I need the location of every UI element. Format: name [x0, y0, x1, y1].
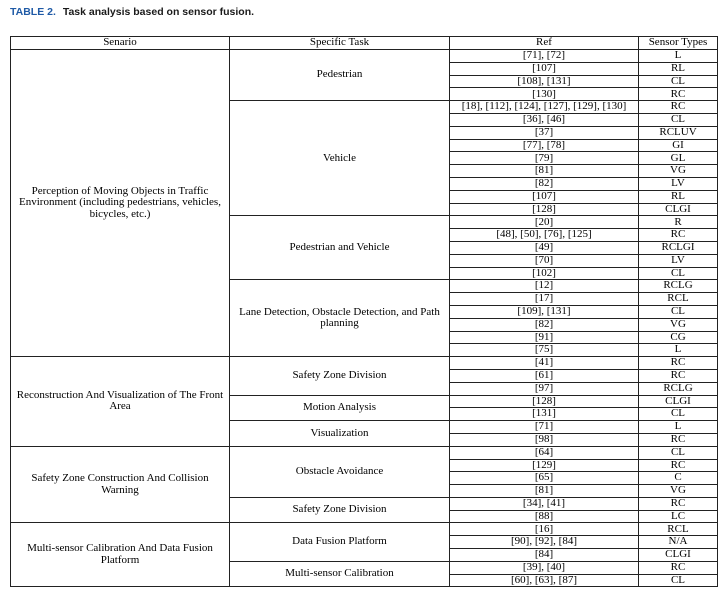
ref-cell: [34], [41]: [450, 497, 639, 510]
caption-label: TABLE 2.: [10, 6, 56, 18]
sensor-type-cell: N/A: [639, 536, 718, 549]
sensor-type-cell: L: [639, 50, 718, 63]
ref-cell: [79]: [450, 152, 639, 165]
header-row: [11, 37, 718, 50]
ref-cell: [97]: [450, 382, 639, 395]
ref-cell: [77], [78]: [450, 139, 639, 152]
task-cell: Obstacle Avoidance: [230, 446, 450, 497]
task-cell: Pedestrian: [230, 50, 450, 101]
sensor-type-cell: RCL: [639, 293, 718, 306]
ref-cell: [17]: [450, 293, 639, 306]
ref-cell: [65]: [450, 472, 639, 485]
scenario-cell: Multi-sensor Calibration And Data Fusion Platform: [11, 523, 230, 587]
sensor-type-cell: RC: [639, 101, 718, 114]
ref-cell: [131]: [450, 408, 639, 421]
ref-cell: [70]: [450, 254, 639, 267]
ref-cell: [48], [50], [76], [125]: [450, 229, 639, 242]
sensor-type-cell: CL: [639, 75, 718, 88]
ref-cell: [91]: [450, 331, 639, 344]
sensor-type-cell: VG: [639, 318, 718, 331]
task-cell: Pedestrian and Vehicle: [230, 216, 450, 280]
ref-cell: [75]: [450, 344, 639, 357]
sensor-type-cell: VG: [639, 485, 718, 498]
sensor-type-cell: CLGI: [639, 395, 718, 408]
task-cell: Visualization: [230, 421, 450, 447]
task-cell: Multi-sensor Calibration: [230, 561, 450, 587]
sensor-type-cell: GL: [639, 152, 718, 165]
sensor-type-cell: L: [639, 421, 718, 434]
sensor-type-cell: RL: [639, 62, 718, 75]
sensor-type-cell: RC: [639, 459, 718, 472]
header-scenario: Senario: [11, 37, 230, 50]
ref-cell: [60], [63], [87]: [450, 574, 639, 587]
sensor-type-cell: RCLG: [639, 382, 718, 395]
task-cell: Lane Detection, Obstacle Detection, and Path planning: [230, 280, 450, 357]
sensor-type-cell: RCLG: [639, 280, 718, 293]
ref-cell: [90], [92], [84]: [450, 536, 639, 549]
ref-cell: [37]: [450, 126, 639, 139]
table-body: [11, 50, 718, 587]
task-cell: Data Fusion Platform: [230, 523, 450, 561]
table-row: [11, 523, 718, 536]
sensor-type-cell: RC: [639, 357, 718, 370]
scenario-cell: Reconstruction And Visualization of The Front Area: [11, 357, 230, 447]
ref-cell: [88]: [450, 510, 639, 523]
sensor-type-cell: CL: [639, 408, 718, 421]
ref-cell: [130]: [450, 88, 639, 101]
ref-cell: [102]: [450, 267, 639, 280]
sensor-type-cell: CLGI: [639, 203, 718, 216]
sensor-type-cell: CL: [639, 446, 718, 459]
table-row: [11, 446, 718, 459]
header-ref: Ref: [450, 37, 639, 50]
sensor-type-cell: RCL: [639, 523, 718, 536]
task-cell: Safety Zone Division: [230, 357, 450, 395]
sensor-type-cell: RC: [639, 88, 718, 101]
ref-cell: [128]: [450, 203, 639, 216]
ref-cell: [20]: [450, 216, 639, 229]
ref-cell: [129]: [450, 459, 639, 472]
sensor-type-cell: LV: [639, 254, 718, 267]
sensor-type-cell: RC: [639, 561, 718, 574]
ref-cell: [81]: [450, 485, 639, 498]
scenario-cell: Safety Zone Construction And Collision Warning: [11, 446, 230, 523]
ref-cell: [64]: [450, 446, 639, 459]
sensor-type-cell: RCLGI: [639, 241, 718, 254]
ref-cell: [107]: [450, 190, 639, 203]
sensor-type-cell: RC: [639, 369, 718, 382]
ref-cell: [82]: [450, 177, 639, 190]
task-analysis-table: [10, 36, 718, 587]
sensor-type-cell: RCLUV: [639, 126, 718, 139]
caption-title: Task analysis based on sensor fusion.: [62, 6, 255, 18]
ref-cell: [18], [112], [124], [127], [129], [130]: [450, 101, 639, 114]
scenario-cell: Perception of Moving Objects in Traffic Environment (including pedestrians, vehicles, bicycles, etc.): [11, 50, 230, 357]
header-sensor-types: Sensor Types: [639, 37, 718, 50]
ref-cell: [108], [131]: [450, 75, 639, 88]
sensor-type-cell: LV: [639, 177, 718, 190]
ref-cell: [39], [40]: [450, 561, 639, 574]
table-caption: [10, 4, 254, 20]
sensor-type-cell: L: [639, 344, 718, 357]
task-cell: Vehicle: [230, 101, 450, 216]
ref-cell: [71]: [450, 421, 639, 434]
task-cell: Motion Analysis: [230, 395, 450, 421]
ref-cell: [71], [72]: [450, 50, 639, 63]
table-row: [11, 357, 718, 370]
sensor-type-cell: RL: [639, 190, 718, 203]
sensor-type-cell: GI: [639, 139, 718, 152]
sensor-type-cell: RC: [639, 433, 718, 446]
ref-cell: [61]: [450, 369, 639, 382]
ref-cell: [98]: [450, 433, 639, 446]
sensor-type-cell: RC: [639, 229, 718, 242]
sensor-type-cell: R: [639, 216, 718, 229]
sensor-type-cell: CLGI: [639, 549, 718, 562]
ref-cell: [12]: [450, 280, 639, 293]
header-specific-task: Specific Task: [230, 37, 450, 50]
ref-cell: [36], [46]: [450, 113, 639, 126]
ref-cell: [41]: [450, 357, 639, 370]
ref-cell: [109], [131]: [450, 305, 639, 318]
sensor-type-cell: LC: [639, 510, 718, 523]
sensor-type-cell: CG: [639, 331, 718, 344]
ref-cell: [16]: [450, 523, 639, 536]
ref-cell: [107]: [450, 62, 639, 75]
sensor-type-cell: CL: [639, 574, 718, 587]
sensor-type-cell: RC: [639, 497, 718, 510]
sensor-type-cell: VG: [639, 165, 718, 178]
ref-cell: [82]: [450, 318, 639, 331]
sensor-type-cell: CL: [639, 113, 718, 126]
ref-cell: [49]: [450, 241, 639, 254]
task-cell: Safety Zone Division: [230, 497, 450, 523]
sensor-type-cell: CL: [639, 305, 718, 318]
ref-cell: [84]: [450, 549, 639, 562]
ref-cell: [81]: [450, 165, 639, 178]
sensor-type-cell: C: [639, 472, 718, 485]
ref-cell: [128]: [450, 395, 639, 408]
sensor-type-cell: CL: [639, 267, 718, 280]
table-row: [11, 50, 718, 63]
